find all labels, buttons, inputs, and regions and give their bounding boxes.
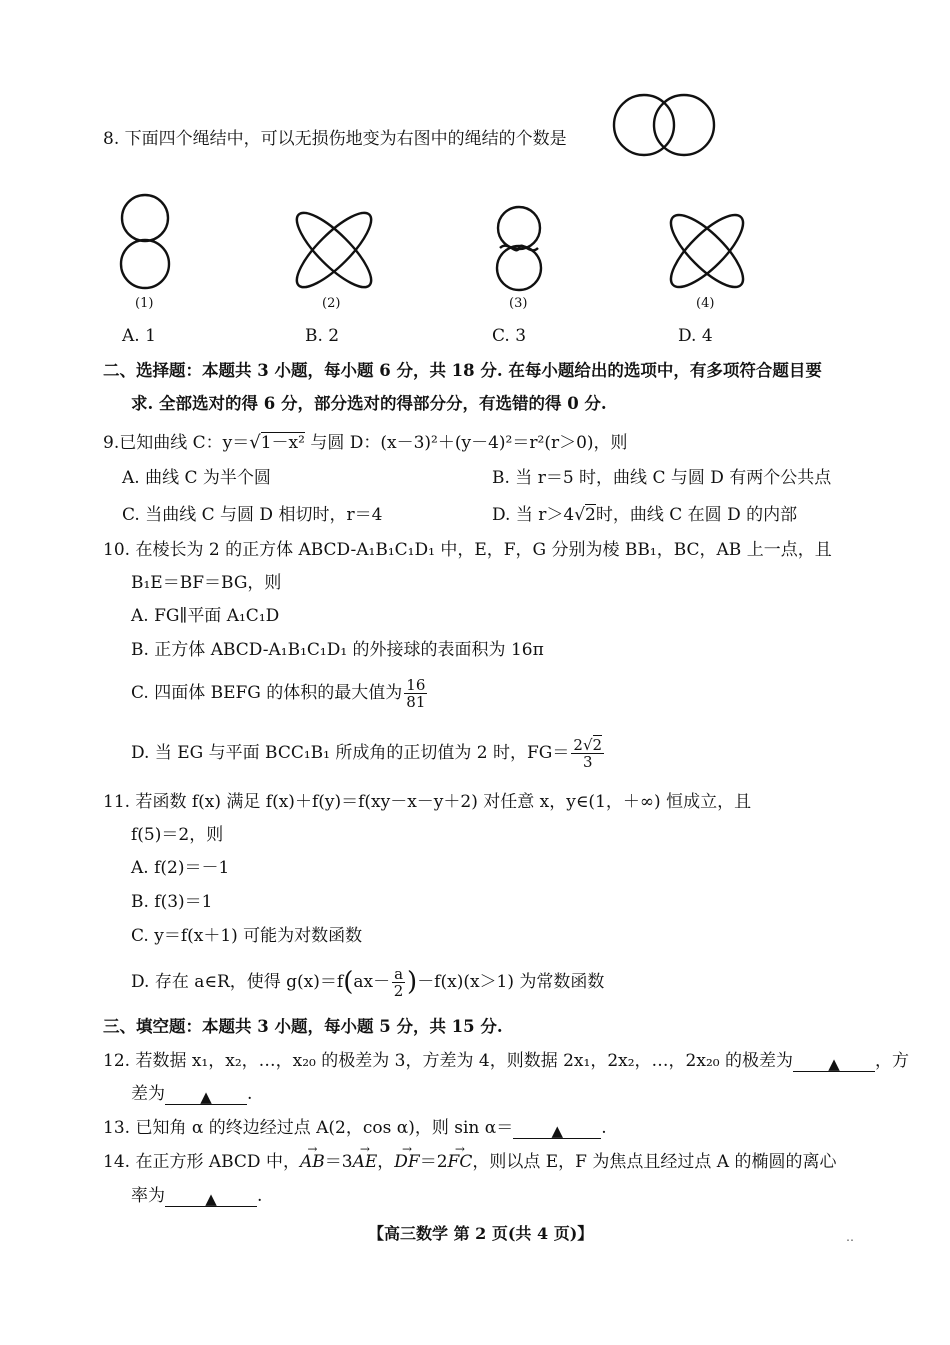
q14-p5: ，则以点 E，F 为焦点且经过点 A 的椭圆的离心	[472, 1152, 837, 1172]
q10-option-c-fraction	[404, 677, 427, 710]
q8-option-c: C. 3	[492, 326, 527, 346]
q9-option-a: A. 曲线 C 为半个圆	[122, 468, 271, 488]
knot-3-label: (3)	[509, 296, 528, 311]
q10-stem-line2: B₁E＝BF＝BG，则	[131, 573, 282, 593]
q11-option-d-paren-pre: ax－	[353, 972, 391, 992]
q14-stem-line1	[103, 1151, 836, 1173]
q11-option-d-denominator: 2	[393, 982, 404, 1000]
q12-stem-line2	[131, 1083, 252, 1105]
vector-df: → DF	[394, 1151, 419, 1173]
section-3-heading: 三、填空题：本题共 3 小题，每小题 5 分，共 15 分.	[103, 1017, 503, 1036]
q10-option-d-pre: D. 当 EG 与平面 BCC₁B₁ 所成角的正切值为 2 时，FG＝	[131, 743, 570, 763]
q11-option-c: C. y＝f(x＋1) 可能为对数函数	[131, 926, 363, 946]
q14-line2-post: .	[257, 1186, 263, 1206]
vector-ae: → AE	[353, 1151, 378, 1173]
knot-3-figure	[492, 206, 548, 292]
knot-2-figure	[290, 208, 378, 292]
q14-p4: ＝2	[419, 1152, 448, 1172]
q9-stem: 9.已知曲线 C：y＝√1－x² 与圆 D：(x－3)²＋(y－4)²＝r²(r＞0)，则	[103, 432, 628, 453]
q11-option-d-numerator: a	[394, 965, 404, 983]
q10-option-c-denominator: 81	[406, 693, 426, 711]
q8-option-b: B. 2	[305, 326, 340, 346]
q11-stem-line1: 11. 若函数 f(x) 满足 f(x)＋f(y)＝f(xy－x－y＋2) 对任意 x，y∈(1，＋∞) 恒成立，且	[103, 792, 752, 812]
q12-answer-blank-2[interactable]	[165, 1086, 247, 1105]
q12-stem-line1	[103, 1050, 909, 1072]
knot-2-label: (2)	[322, 296, 341, 311]
q14-p2: ＝3	[324, 1152, 353, 1172]
q9-option-b: B. 当 r＝5 时，曲线 C 与圆 D 有两个公共点	[492, 468, 832, 488]
q12-line1-pre: 12. 若数据 x₁，x₂，…，x₂₀ 的极差为 3，方差为 4，则数据 2x₁，2x₂，…，2x₂₀ 的极差为	[103, 1051, 793, 1071]
q8-stem: 8. 下面四个绳结中，可以无损伤地变为右图中的绳结的个数是	[103, 129, 567, 149]
q9-number: 9.	[103, 433, 120, 453]
q10-option-d	[131, 737, 606, 770]
corner-mark: ‥	[846, 1230, 855, 1244]
knot-1-figure	[118, 194, 174, 290]
q11-option-d-fraction	[392, 966, 405, 999]
q11-option-d-post: －f(x)(x＞1) 为常数函数	[417, 972, 605, 992]
blank-marker-icon: ▲	[205, 1190, 217, 1208]
q12-line1-post: ，方	[875, 1051, 909, 1071]
q9-stem-pre: 已知曲线 C：y＝	[119, 433, 250, 453]
q9-option-c: C. 当曲线 C 与圆 D 相切时，r＝4	[122, 505, 383, 525]
section-2-heading-line1: 二、选择题：本题共 3 小题，每小题 6 分，共 18 分. 在每小题给出的选项中，有多项符合题目要	[103, 361, 822, 380]
q14-p3: ，	[377, 1152, 395, 1172]
vector-fc: → FC	[448, 1151, 473, 1173]
q10-stem-line1: 10. 在棱长为 2 的正方体 ABCD-A₁B₁C₁D₁ 中，E，F，G 分别为棱 BB₁，BC，AB 上一点，且	[103, 540, 832, 560]
q9-option-d-post: 时，曲线 C 在圆 D 的内部	[595, 505, 798, 525]
knot-4-figure	[664, 210, 750, 292]
q10-option-c-pre: C. 四面体 BEFG 的体积的最大值为	[131, 683, 403, 703]
q13-post: .	[601, 1118, 607, 1138]
blank-marker-icon: ▲	[551, 1122, 564, 1140]
q10-option-a: A. FG∥平面 A₁C₁D	[131, 606, 280, 626]
q12-line2-post: .	[247, 1084, 253, 1104]
q10-option-c	[131, 677, 429, 710]
page-footer: 【高三数学 第 2 页(共 4 页)】	[368, 1224, 594, 1243]
q12-line2-pre: 差为	[131, 1084, 165, 1104]
q10-option-c-numerator: 16	[406, 676, 426, 694]
vector-ab: → AB	[300, 1151, 325, 1173]
q10-option-d-num-sqrt: 2	[592, 736, 603, 754]
q10-option-d-fraction: $\frac{2√2}{3}$	[573, 736, 603, 771]
q14-p1: 14. 在正方形 ABCD 中，	[103, 1152, 300, 1172]
q9-option-d-pre: D. 当 r＞4	[492, 505, 575, 525]
q8-option-a: A. 1	[122, 326, 156, 346]
q11-option-d: D. 存在 a∈R，使得 g(x)＝f(ax－ $\frac{a}{2}$ )－f(x)(x＞1) 为常数函数	[131, 965, 605, 1000]
q11-option-a: A. f(2)＝－1	[131, 858, 230, 878]
q13-pre: 13. 已知角 α 的终边经过点 A(2，cos α)，则 sin α＝	[103, 1118, 514, 1138]
q9-sqrt-arg: 1－x²	[260, 433, 305, 453]
knot-1-label: (1)	[135, 296, 154, 311]
section-2-heading-line2: 求. 全部选对的得 6 分，部分选对的得部分分，有选错的得 0 分.	[131, 394, 607, 413]
q11-option-b: B. f(3)＝1	[131, 892, 213, 912]
q10-option-d-denominator: 3	[582, 753, 593, 771]
q13-stem	[103, 1117, 607, 1139]
reference-knot-figure	[612, 93, 718, 157]
q10-option-d-num-coef: 2	[573, 736, 583, 754]
q11-option-d-pre: D. 存在 a∈R，使得 g(x)＝f	[131, 972, 344, 992]
q13-answer-blank[interactable]	[513, 1120, 601, 1139]
q9-stem-post: 与圆 D：(x－3)²＋(y－4)²＝r²(r＞0)，则	[304, 433, 628, 453]
q9-option-d: D. 当 r＞4√2时，曲线 C 在圆 D 的内部	[492, 505, 798, 525]
q11-stem-line2: f(5)＝2，则	[131, 825, 224, 845]
q14-answer-blank[interactable]	[165, 1188, 257, 1207]
q8-option-d: D. 4	[678, 326, 713, 346]
q9-option-d-sqrt: 2	[585, 505, 596, 525]
q14-line2-pre: 率为	[131, 1186, 165, 1206]
blank-marker-icon: ▲	[200, 1088, 212, 1106]
knot-4-label: (4)	[696, 296, 715, 311]
q14-stem-line2	[131, 1185, 262, 1207]
blank-marker-icon: ▲	[828, 1055, 840, 1073]
q10-option-b: B. 正方体 ABCD-A₁B₁C₁D₁ 的外接球的表面积为 16π	[131, 640, 544, 660]
q12-answer-blank-1[interactable]	[793, 1053, 875, 1072]
